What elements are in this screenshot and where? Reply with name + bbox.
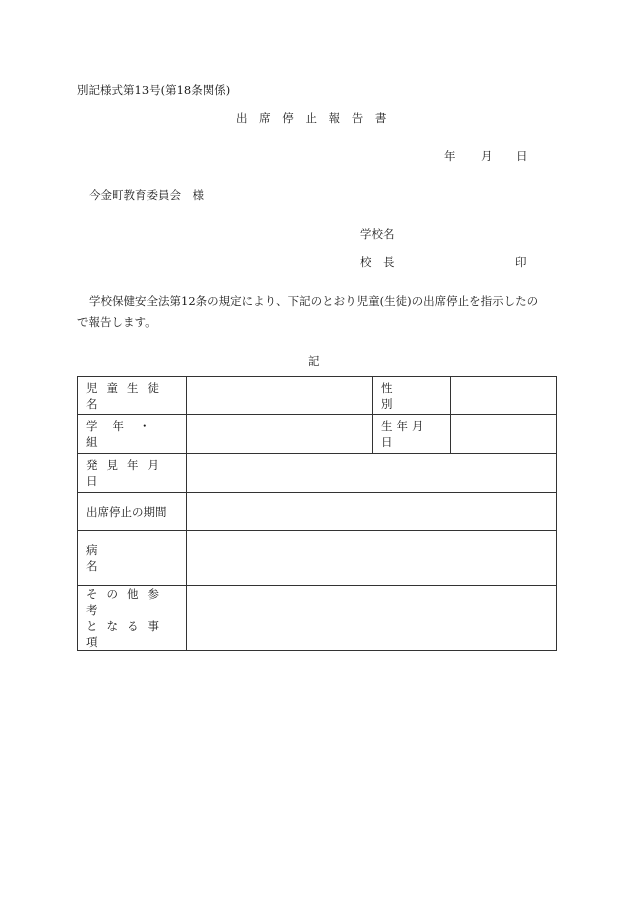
student-name-label-text: 児童生徒名 (86, 380, 168, 411)
other-reference-cell[interactable] (187, 586, 557, 651)
table-row (78, 531, 557, 586)
grade-class-cell[interactable] (187, 415, 373, 454)
addressee: 今金町教育委員会 様 (89, 188, 204, 202)
form-number: 別記様式第13号(第18条関係) (77, 83, 231, 97)
body-text-line2: で報告します。 (77, 315, 157, 329)
grade-class-label (78, 415, 187, 454)
student-name-label (78, 377, 187, 415)
ki-heading: 記 (308, 354, 320, 368)
report-table (77, 376, 557, 651)
other-reference-label (78, 586, 187, 651)
table-row (78, 586, 557, 651)
table-row (78, 493, 557, 531)
disease-name-label (78, 531, 187, 586)
date-day: 日 (516, 149, 528, 163)
sex-cell[interactable] (451, 377, 557, 415)
grade-class-label-text: 学年・組 (86, 419, 166, 449)
other-reference-line1: その他参考 (86, 587, 168, 617)
disease-name-label-text: 病名 (86, 543, 168, 573)
discovery-date-label (78, 454, 187, 493)
birth-date-label-text: 生年月日 (381, 419, 428, 449)
birth-date-label (373, 415, 451, 454)
sex-label (373, 377, 451, 415)
suspension-period-cell[interactable] (187, 493, 557, 531)
other-reference-line2: となる事項 (86, 619, 168, 649)
sex-label-text: 性別 (381, 380, 426, 411)
disease-name-cell[interactable] (187, 531, 557, 586)
date-year: 年 (444, 149, 456, 163)
table-row (78, 377, 557, 415)
discovery-date-cell[interactable] (187, 454, 557, 493)
body-text-line1: 学校保健安全法第12条の規定により、下記のとおり児童(生徒)の出席停止を指示したの (89, 294, 539, 308)
table-row (78, 415, 557, 454)
principal-label: 校 長 (360, 255, 395, 269)
school-name-label: 学校名 (360, 227, 395, 241)
birth-date-cell[interactable] (451, 415, 557, 454)
student-name-cell[interactable] (187, 377, 373, 415)
suspension-period-label (78, 493, 187, 531)
date-month: 月 (481, 149, 493, 163)
suspension-period-label-text: 出席停止の期間 (86, 504, 167, 519)
seal-mark: 印 (515, 255, 527, 269)
document-title: 出 席 停 止 報 告 書 (236, 111, 391, 125)
discovery-date-label-text: 発見年月日 (86, 458, 168, 488)
table-row (78, 454, 557, 493)
